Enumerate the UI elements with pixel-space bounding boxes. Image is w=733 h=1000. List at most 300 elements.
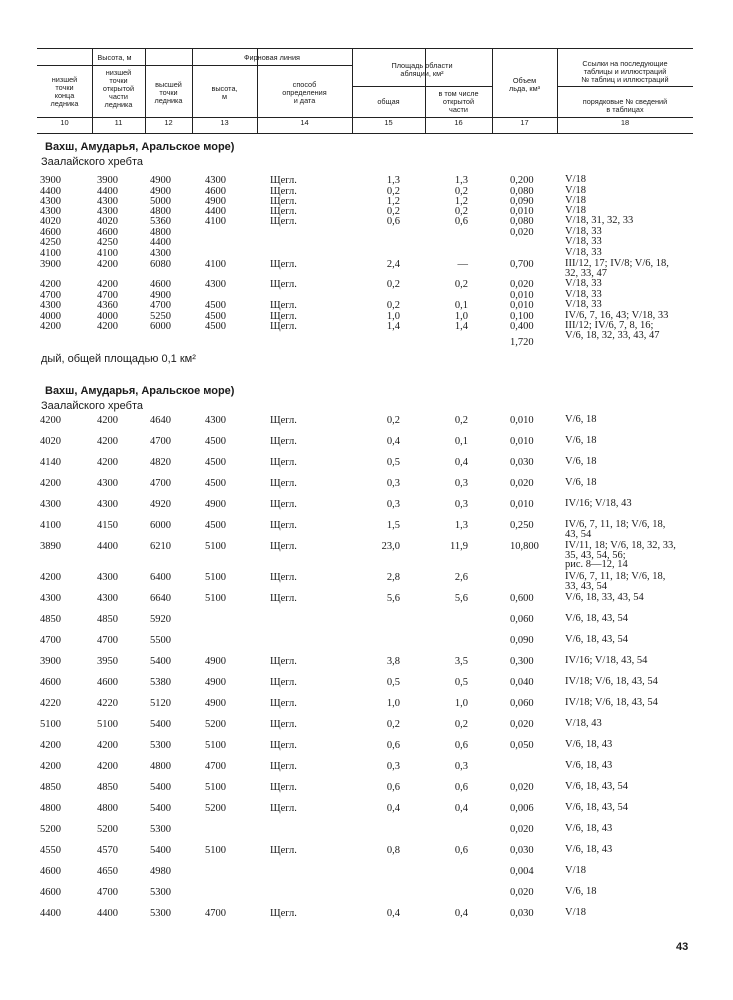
- table-cell: V/18, 43: [565, 718, 602, 729]
- table-cell: 0,050: [510, 740, 534, 751]
- table-cell: Щегл.: [270, 300, 297, 311]
- table-cell: 0,6: [454, 782, 468, 793]
- table-cell: 0,020: [510, 279, 534, 290]
- table-cell: 0,030: [510, 457, 534, 468]
- table-cell: 11,9: [450, 541, 468, 552]
- table-cell: 4200: [40, 415, 61, 426]
- table-cell: 5300: [150, 740, 171, 751]
- table-cell: 4600: [205, 186, 226, 197]
- table-cell: 4140: [40, 457, 61, 468]
- table-cell: 4600: [40, 677, 61, 688]
- table-cell: 5300: [150, 824, 171, 835]
- table-cell: Щегл.: [270, 845, 297, 856]
- table-cell: Щегл.: [270, 415, 297, 426]
- table-row: [0, 656, 733, 668]
- table-cell: 3,8: [386, 656, 400, 667]
- table-cell: 0,600: [510, 593, 534, 604]
- table-cell: 4400: [97, 186, 118, 197]
- table-cell: 4200: [97, 259, 118, 270]
- col-number: 11: [114, 118, 123, 127]
- table-row: [0, 803, 733, 815]
- table-cell: 4500: [205, 436, 226, 447]
- table-cell: 5100: [205, 593, 226, 604]
- table-cell: 0,080: [510, 216, 534, 227]
- table-cell: 4250: [97, 237, 118, 248]
- header-col-11: низшей точки открытой части ледника: [102, 68, 135, 109]
- table-cell: 4300: [40, 196, 61, 207]
- table-cell: 0,1: [454, 300, 468, 311]
- table-cell: Щегл.: [270, 216, 297, 227]
- table-cell: 5360: [150, 216, 171, 227]
- table-cell: 4300: [97, 206, 118, 217]
- table-cell: V/18: [565, 174, 586, 185]
- table-cell: 0,2: [386, 186, 400, 197]
- table-cell: Щегл.: [270, 259, 297, 270]
- table-cell: 4700: [150, 300, 171, 311]
- table-cell: V/6, 18, 33, 43, 54: [565, 592, 644, 603]
- table-cell: V/18: [565, 865, 586, 876]
- table-cell: 4300: [97, 478, 118, 489]
- table-cell: 0,5: [454, 677, 468, 688]
- table-cell: 4400: [205, 206, 226, 217]
- table-cell: 1,3: [454, 520, 468, 531]
- table-cell: Щегл.: [270, 436, 297, 447]
- table-cell: 4200: [40, 572, 61, 583]
- table-cell: 4700: [205, 908, 226, 919]
- table-cell: 5400: [150, 803, 171, 814]
- table-row: [0, 908, 733, 920]
- table-cell: 0,400: [510, 321, 534, 332]
- table-cell: 4570: [97, 845, 118, 856]
- table-cell: 4400: [97, 541, 118, 552]
- table-cell: Щегл.: [270, 740, 297, 751]
- table-cell: 0,2: [454, 719, 468, 730]
- table-cell: 0,4: [454, 457, 468, 468]
- table-row: [0, 457, 733, 469]
- table-cell: 0,090: [510, 635, 534, 646]
- table-cell: 4900: [205, 499, 226, 510]
- table-cell: Щегл.: [270, 541, 297, 552]
- table-row: [0, 635, 733, 647]
- table-cell: 4300: [97, 572, 118, 583]
- table-cell: IV/6, 7, 11, 18; V/6, 18, 33, 43, 54: [565, 571, 666, 592]
- table-cell: 4200: [40, 321, 61, 332]
- table-cell: 6000: [150, 520, 171, 531]
- table-cell: 0,010: [510, 436, 534, 447]
- table-cell: 0,010: [510, 206, 534, 217]
- table-cell: 4600: [97, 227, 118, 238]
- table-cell: 5100: [205, 541, 226, 552]
- table-cell: 4850: [97, 782, 118, 793]
- table-cell: 4200: [40, 761, 61, 772]
- table-cell: 4020: [40, 216, 61, 227]
- table-cell: V/18: [565, 205, 586, 216]
- table-cell: 4300: [150, 248, 171, 259]
- table-cell: 0,080: [510, 186, 534, 197]
- header-col-10: низшей точки конца ледника: [50, 75, 79, 108]
- table-cell: 4550: [40, 845, 61, 856]
- table-cell: 0,4: [386, 908, 400, 919]
- table-cell: IV/6, 7, 11, 18; V/6, 18, 43, 54: [565, 519, 666, 540]
- table-row: [0, 887, 733, 899]
- table-cell: —: [457, 259, 468, 270]
- page-number: 43: [676, 941, 689, 953]
- table-cell: 4850: [40, 782, 61, 793]
- header-col-18: порядковые № сведений в таблицах: [582, 97, 668, 114]
- table-cell: 0,6: [386, 740, 400, 751]
- table-cell: 0,4: [454, 908, 468, 919]
- table-row: [0, 719, 733, 731]
- table-cell: 4200: [97, 436, 118, 447]
- table-cell: 4900: [150, 175, 171, 186]
- table-cell: 5200: [40, 824, 61, 835]
- table-cell: 0,010: [510, 499, 534, 510]
- table-cell: 4900: [150, 186, 171, 197]
- col-number: 15: [384, 118, 393, 127]
- table-cell: Щегл.: [270, 908, 297, 919]
- table-cell: Щегл.: [270, 656, 297, 667]
- section-2-subtitle: Заалайского хребта: [41, 400, 144, 412]
- table-cell: 0,5: [386, 457, 400, 468]
- table-cell: 5200: [205, 803, 226, 814]
- table-cell: 4200: [97, 761, 118, 772]
- table-cell: 4700: [205, 761, 226, 772]
- table-cell: Щегл.: [270, 279, 297, 290]
- table-cell: 4600: [40, 227, 61, 238]
- table-cell: 0,020: [510, 478, 534, 489]
- table-row: [0, 614, 733, 626]
- table-cell: 4700: [97, 290, 118, 301]
- table-cell: 10,800: [510, 541, 539, 552]
- col-number: 18: [620, 118, 630, 127]
- table-cell: 4900: [205, 656, 226, 667]
- table-cell: 0,040: [510, 677, 534, 688]
- header-col-16: в том числе открытой части: [438, 89, 479, 114]
- table-cell: 6000: [150, 321, 171, 332]
- header-volume: Объем льда, км³: [508, 76, 541, 93]
- table-cell: 4900: [150, 290, 171, 301]
- table-cell: Щегл.: [270, 761, 297, 772]
- table-cell: 3900: [40, 259, 61, 270]
- table-cell: 0,010: [510, 300, 534, 311]
- table-cell: 0,6: [386, 216, 400, 227]
- header-col-14: способ определения и дата: [282, 80, 327, 105]
- table-cell: 3900: [97, 175, 118, 186]
- col-number: 16: [454, 118, 463, 127]
- header-height-group: Высота, м: [97, 53, 132, 62]
- table-cell: 5100: [205, 845, 226, 856]
- table-cell: 4600: [40, 866, 61, 877]
- table-cell: Щегл.: [270, 499, 297, 510]
- table-cell: V/6, 18, 43: [565, 739, 613, 750]
- table-cell: Щегл.: [270, 782, 297, 793]
- header-col-13: высота, м: [211, 84, 238, 101]
- table-cell: 4640: [150, 415, 171, 426]
- table-cell: 0,700: [510, 259, 534, 270]
- table-cell: V/18, 33: [565, 299, 602, 310]
- table-cell: Щегл.: [270, 520, 297, 531]
- table-cell: 4200: [97, 415, 118, 426]
- header-area-group: Площадь области абляции, км²: [391, 61, 453, 78]
- table-cell: V/18, 33: [565, 236, 602, 247]
- table-cell: 0,1: [454, 436, 468, 447]
- table-cell: V/18, 31, 32, 33: [565, 215, 634, 226]
- table-cell: V/6, 18: [565, 414, 597, 425]
- table-cell: 5300: [150, 908, 171, 919]
- table-cell: 2,4: [386, 259, 400, 270]
- table-cell: V/6, 18, 43, 54: [565, 634, 628, 645]
- table-cell: 4820: [150, 457, 171, 468]
- table-cell: V/6, 18: [565, 435, 597, 446]
- table-cell: IV/16; V/18, 43: [565, 498, 632, 509]
- table-cell: 4250: [40, 237, 61, 248]
- table-cell: 1,0: [454, 311, 468, 322]
- table-cell: 0,3: [454, 478, 468, 489]
- table-cell: 5200: [205, 719, 226, 730]
- table-cell: 4600: [97, 677, 118, 688]
- table-cell: 4300: [40, 206, 61, 217]
- header-col-15: общая: [377, 97, 400, 106]
- table-cell: V/6, 18: [565, 456, 597, 467]
- table-cell: 4300: [40, 593, 61, 604]
- table-cell: 0,6: [454, 740, 468, 751]
- table-cell: V/6, 18, 43: [565, 844, 613, 855]
- table-cell: 0,2: [386, 300, 400, 311]
- table-cell: 0,030: [510, 908, 534, 919]
- table-cell: 4400: [150, 237, 171, 248]
- header-col-12: высшей точки ледника: [154, 80, 183, 105]
- table-cell: Щегл.: [270, 175, 297, 186]
- table-cell: 4500: [205, 457, 226, 468]
- table-cell: 4200: [40, 740, 61, 751]
- table-row: [0, 866, 733, 878]
- table-cell: 4800: [150, 761, 171, 772]
- table-cell: 4800: [150, 227, 171, 238]
- table-cell: 1,2: [454, 196, 468, 207]
- table-row: [0, 824, 733, 836]
- table-cell: V/6, 18, 43: [565, 823, 613, 834]
- table-cell: 5,6: [454, 593, 468, 604]
- table-cell: 5400: [150, 656, 171, 667]
- table-cell: 4000: [40, 311, 61, 322]
- table-cell: 0,6: [386, 782, 400, 793]
- table-cell: 0,010: [510, 415, 534, 426]
- table-cell: III/12; IV/6, 7, 8, 16; V/6, 18, 32, 33, 43, 47: [565, 320, 660, 341]
- col-number: 17: [520, 118, 529, 127]
- table-row: [0, 258, 733, 279]
- table-cell: 0,250: [510, 520, 534, 531]
- table-cell: 4100: [205, 259, 226, 270]
- table-row: [0, 540, 733, 570]
- col-number: 14: [300, 118, 309, 127]
- table-cell: 4500: [205, 300, 226, 311]
- table-cell: Щегл.: [270, 698, 297, 709]
- table-cell: 5100: [97, 719, 118, 730]
- table-cell: 4900: [205, 698, 226, 709]
- table-cell: Щегл.: [270, 311, 297, 322]
- table-cell: 4900: [205, 196, 226, 207]
- table-cell: V/18: [565, 195, 586, 206]
- table-cell: 4020: [40, 436, 61, 447]
- table-cell: 3950: [97, 656, 118, 667]
- table-cell: V/6, 18, 43, 54: [565, 613, 628, 624]
- table-cell: 0,4: [386, 803, 400, 814]
- table-cell: 4850: [97, 614, 118, 625]
- section-1-note: дый, общей площадью 0,1 км²: [41, 353, 196, 365]
- table-cell: 5,6: [386, 593, 400, 604]
- table-cell: 0,2: [386, 279, 400, 290]
- table-cell: 0,3: [454, 761, 468, 772]
- col-number: 10: [60, 118, 69, 127]
- col-number: 13: [220, 118, 229, 127]
- table-cell: 5200: [97, 824, 118, 835]
- table-cell: 4100: [40, 248, 61, 259]
- table-cell: 1,2: [386, 196, 400, 207]
- table-cell: 0,4: [454, 803, 468, 814]
- table-cell: 1,3: [454, 175, 468, 186]
- table-cell: 0,020: [510, 782, 534, 793]
- table-cell: 4020: [97, 216, 118, 227]
- table-cell: 4980: [150, 866, 171, 877]
- table-cell: 5400: [150, 845, 171, 856]
- table-cell: V/18, 33: [565, 278, 602, 289]
- table-cell: 4100: [205, 216, 226, 227]
- table-cell: 0,100: [510, 311, 534, 322]
- table-cell: 0,060: [510, 614, 534, 625]
- table-cell: 4100: [40, 520, 61, 531]
- table-cell: 4300: [205, 175, 226, 186]
- table-cell: 6210: [150, 541, 171, 552]
- table-cell: 4500: [205, 321, 226, 332]
- table-cell: 0,3: [386, 499, 400, 510]
- table-cell: 5380: [150, 677, 171, 688]
- table-cell: 4700: [97, 887, 118, 898]
- table-cell: 1,5: [386, 520, 400, 531]
- table-cell: 4360: [97, 300, 118, 311]
- table-cell: 3900: [40, 656, 61, 667]
- table-cell: 4900: [205, 677, 226, 688]
- table-cell: 0,5: [386, 677, 400, 688]
- section-1-subtitle: Заалайского хребта: [41, 156, 144, 168]
- table-cell: 4220: [97, 698, 118, 709]
- table-cell: 3,5: [454, 656, 468, 667]
- table-cell: V/18, 33: [565, 226, 602, 237]
- table-cell: 5300: [150, 887, 171, 898]
- table-cell: 4800: [97, 803, 118, 814]
- table-cell: V/18, 33: [565, 247, 602, 258]
- table-cell: 0,3: [386, 478, 400, 489]
- table-cell: 4500: [205, 478, 226, 489]
- table-cell: 0,2: [454, 415, 468, 426]
- table-cell: 0,2: [454, 186, 468, 197]
- table-cell: 0,020: [510, 227, 534, 238]
- table-cell: 0,8: [386, 845, 400, 856]
- table-cell: 0,2: [454, 279, 468, 290]
- table-cell: 23,0: [381, 541, 400, 552]
- table-cell: 1,3: [386, 175, 400, 186]
- table-cell: 1,0: [454, 698, 468, 709]
- table-cell: 0,2: [386, 719, 400, 730]
- col-number: 12: [164, 118, 173, 127]
- table-cell: V/6, 18: [565, 886, 597, 897]
- table-cell: 5400: [150, 719, 171, 730]
- table-cell: 0,090: [510, 196, 534, 207]
- table-cell: 4300: [205, 279, 226, 290]
- table-row: [0, 519, 733, 540]
- table-cell: 0,4: [386, 436, 400, 447]
- table-cell: Щегл.: [270, 206, 297, 217]
- table-cell: IV/11, 18; V/6, 18, 32, 33, 35, 43, 54, 56; рис. 8—12, 14: [565, 540, 676, 570]
- section-1-title: Вахш, Амударья, Аральское море): [45, 141, 235, 153]
- table-cell: 1,4: [454, 321, 468, 332]
- table-cell: 0,2: [386, 206, 400, 217]
- table-cell: 6080: [150, 259, 171, 270]
- table-cell: 1,0: [386, 698, 400, 709]
- table-cell: 0,2: [386, 415, 400, 426]
- table-cell: Щегл.: [270, 196, 297, 207]
- table-cell: 4300: [40, 499, 61, 510]
- table-cell: V/6, 18, 43, 54: [565, 781, 628, 792]
- table-cell: 4800: [150, 206, 171, 217]
- table-cell: 4200: [40, 478, 61, 489]
- table-cell: 0,020: [510, 719, 534, 730]
- table-cell: 5100: [205, 782, 226, 793]
- table-cell: 4220: [40, 698, 61, 709]
- table-cell: 4700: [150, 436, 171, 447]
- table-cell: 4300: [97, 196, 118, 207]
- table-cell: 6640: [150, 593, 171, 604]
- table-cell: 3900: [40, 175, 61, 186]
- table-cell: 4650: [97, 866, 118, 877]
- table-cell: Щегл.: [270, 593, 297, 604]
- table-row: [0, 845, 733, 857]
- table-row: [0, 740, 733, 752]
- table-cell: 5250: [150, 311, 171, 322]
- table-cell: V/6, 18: [565, 477, 597, 488]
- table-cell: 0,020: [510, 824, 534, 835]
- table-cell: V/18, 33: [565, 289, 602, 300]
- table-cell: Щегл.: [270, 803, 297, 814]
- table-cell: 1,0: [386, 311, 400, 322]
- table-cell: 5500: [150, 635, 171, 646]
- table-row: [0, 499, 733, 511]
- table-cell: 5000: [150, 196, 171, 207]
- table-row: [0, 436, 733, 448]
- table-cell: 0,030: [510, 845, 534, 856]
- table-row: [0, 761, 733, 773]
- section-1-volume-total: 1,720: [510, 337, 534, 348]
- table-cell: 4920: [150, 499, 171, 510]
- table-cell: 0,006: [510, 803, 534, 814]
- table-cell: Щегл.: [270, 478, 297, 489]
- table-cell: IV/18; V/6, 18, 43, 54: [565, 676, 658, 687]
- table-cell: 4700: [40, 635, 61, 646]
- table-cell: 3890: [40, 541, 61, 552]
- table-row: [0, 698, 733, 710]
- table-cell: 4200: [97, 457, 118, 468]
- table-row: [0, 320, 733, 341]
- header-firn-group: Фирновая линия: [244, 53, 300, 62]
- table-cell: 4300: [40, 300, 61, 311]
- table-row: [0, 677, 733, 689]
- table-cell: 0,2: [454, 206, 468, 217]
- table-cell: IV/16; V/18, 43, 54: [565, 655, 648, 666]
- table-cell: 6400: [150, 572, 171, 583]
- table-cell: 4700: [40, 290, 61, 301]
- table-cell: 4500: [205, 520, 226, 531]
- table-cell: V/18: [565, 907, 586, 918]
- table-cell: 0,200: [510, 175, 534, 186]
